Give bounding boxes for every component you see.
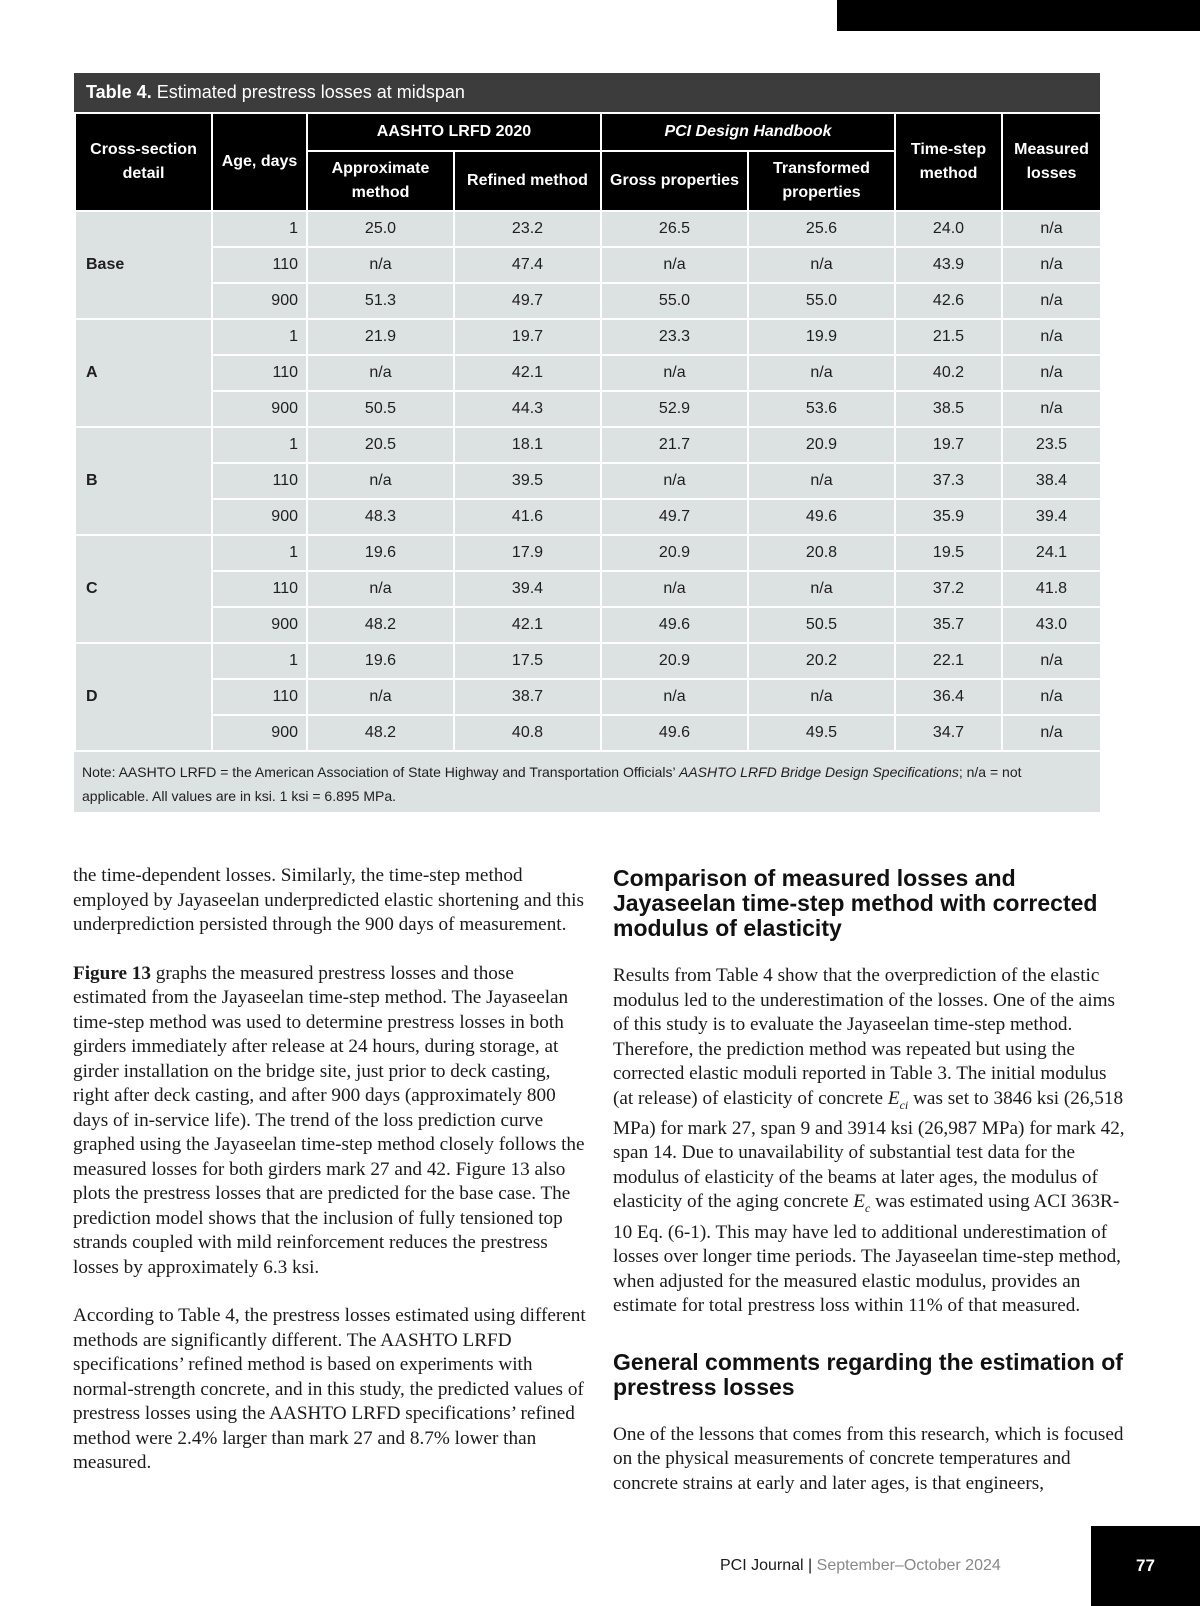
value-cell: 50.5: [748, 607, 895, 643]
prestress-losses-table: [74, 112, 1102, 752]
value-cell: 41.6: [454, 499, 601, 535]
value-cell: 49.5: [748, 715, 895, 751]
value-cell: 43.9: [895, 247, 1002, 283]
table-row: [75, 391, 1101, 427]
table-row: [75, 535, 1101, 571]
table-row: [75, 211, 1101, 247]
left-column: [73, 864, 588, 1476]
age-cell: 110: [212, 679, 307, 715]
note-italic: AASHTO LRFD Bridge Design Specifications: [678, 764, 959, 780]
table-row: [75, 427, 1101, 463]
right-paragraph-1: [613, 964, 1128, 1319]
value-cell: 19.5: [895, 535, 1002, 571]
right-column: [613, 866, 1128, 1496]
value-cell: 49.6: [748, 499, 895, 535]
value-cell: 19.7: [454, 319, 601, 355]
value-cell: 40.2: [895, 355, 1002, 391]
value-cell: n/a: [601, 355, 748, 391]
value-cell: n/a: [601, 247, 748, 283]
value-cell: n/a: [1002, 247, 1101, 283]
footer-text: [720, 1557, 1060, 1575]
table-row: [75, 643, 1101, 679]
value-cell: n/a: [307, 679, 454, 715]
value-cell: 49.7: [454, 283, 601, 319]
age-cell: 1: [212, 427, 307, 463]
value-cell: 40.8: [454, 715, 601, 751]
age-cell: 1: [212, 319, 307, 355]
cross-section-label: D: [75, 643, 212, 751]
value-cell: 42.6: [895, 283, 1002, 319]
section-heading-comparison: Comparison of measured losses and Jayaseelan time-step method with corrected modulus of elasticity: [613, 865, 1098, 941]
value-cell: 19.9: [748, 319, 895, 355]
value-cell: n/a: [307, 463, 454, 499]
symbol-e-ci: E: [887, 1087, 900, 1109]
value-cell: 37.2: [895, 571, 1002, 607]
value-cell: 19.7: [895, 427, 1002, 463]
value-cell: 39.4: [454, 571, 601, 607]
value-cell: n/a: [1002, 283, 1101, 319]
value-cell: n/a: [307, 355, 454, 391]
value-cell: 52.9: [601, 391, 748, 427]
subscript-ci: ci: [899, 1097, 909, 1112]
value-cell: 39.4: [1002, 499, 1101, 535]
right-paragraph-2: One of the lessons that comes from this research, which is focused on the physical measurements of concrete temperatures and concrete strains at early and later ages, is that engineers,: [613, 1423, 1124, 1494]
value-cell: 43.0: [1002, 607, 1101, 643]
value-cell: n/a: [1002, 355, 1101, 391]
page-number: 77: [1091, 1526, 1200, 1606]
symbol-e-c: E: [853, 1191, 866, 1213]
value-cell: 20.9: [748, 427, 895, 463]
table-row: [75, 679, 1101, 715]
value-cell: n/a: [1002, 319, 1101, 355]
age-cell: 110: [212, 247, 307, 283]
right-p1-part-a: Results from Table 4 show that the overprediction of the elastic modulus led to the underestimation of the losses. One of the aims of this study is to evaluate the Jayaseelan time-step method. Therefore, the prediction method was repeated but using the corrected elastic moduli reported in Table 3. The initial modulus (at release) of elasticity of concrete: [613, 965, 1115, 1109]
age-cell: 110: [212, 463, 307, 499]
section-heading-general-comments: General comments regarding the estimation of prestress losses: [613, 1348, 1123, 1400]
footer-separator: |: [808, 1557, 813, 1574]
value-cell: 22.1: [895, 643, 1002, 679]
value-cell: 17.5: [454, 643, 601, 679]
value-cell: 35.9: [895, 499, 1002, 535]
value-cell: 37.3: [895, 463, 1002, 499]
note-post: ; n/a = not applicable. All values are in ksi. 1 ksi = 6.895 MPa.: [82, 764, 1022, 804]
value-cell: n/a: [1002, 211, 1101, 247]
value-cell: n/a: [307, 571, 454, 607]
value-cell: 41.8: [1002, 571, 1101, 607]
value-cell: n/a: [1002, 679, 1101, 715]
value-cell: 47.4: [454, 247, 601, 283]
value-cell: 19.6: [307, 643, 454, 679]
header-measured: Measured losses: [1002, 113, 1101, 211]
header-transformed: Transformed properties: [748, 151, 895, 211]
table-title: [74, 73, 1100, 112]
value-cell: n/a: [601, 463, 748, 499]
table-note: [74, 752, 1100, 812]
value-cell: 42.1: [454, 355, 601, 391]
value-cell: 18.1: [454, 427, 601, 463]
issue-date: September–October 2024: [816, 1557, 1001, 1574]
right-p1-part-b: was set to 3846 ksi (26,518 MPa) for mark 27, span 9 and 3914 ksi (26,987 MPa) for mark 42, span 14. Due to unavailability of substantial test data for the modulus of elasticity of the beams at later ages, the modulus of elasticity of the aging concrete: [613, 1087, 1125, 1213]
value-cell: n/a: [1002, 715, 1101, 751]
left-paragraph-3: According to Table 4, the prestress losses estimated using different methods are significantly different. The AASHTO LRFD specifications’ refined method is based on experiments with normal-strength concrete, and in this study, the predicted values of prestress losses using the AASHTO LRFD specifications’ refined method were 2.4% larger than mark 27 and 8.7% lower than measured.: [73, 1305, 586, 1473]
age-cell: 900: [212, 283, 307, 319]
value-cell: 26.5: [601, 211, 748, 247]
value-cell: 20.9: [601, 643, 748, 679]
value-cell: 38.4: [1002, 463, 1101, 499]
value-cell: 55.0: [748, 283, 895, 319]
table-row: [75, 571, 1101, 607]
value-cell: n/a: [307, 247, 454, 283]
header-aashto-group: AASHTO LRFD 2020: [307, 113, 601, 151]
value-cell: 48.2: [307, 715, 454, 751]
header-approximate: Approximate method: [307, 151, 454, 211]
value-cell: 50.5: [307, 391, 454, 427]
value-cell: 55.0: [601, 283, 748, 319]
subscript-c: c: [865, 1201, 871, 1216]
value-cell: n/a: [601, 679, 748, 715]
age-cell: 900: [212, 499, 307, 535]
table-row: [75, 247, 1101, 283]
cross-section-label: C: [75, 535, 212, 643]
age-cell: 1: [212, 643, 307, 679]
table-row: [75, 283, 1101, 319]
value-cell: 49.6: [601, 607, 748, 643]
table-row: [75, 499, 1101, 535]
value-cell: 21.5: [895, 319, 1002, 355]
value-cell: n/a: [1002, 391, 1101, 427]
top-black-bar: [837, 0, 1200, 31]
left-paragraph-1: the time-dependent losses. Similarly, the time-step method employed by Jayaseelan underpredicted elastic shortening and this underprediction persisted through the 900 days of measurement.: [73, 865, 584, 935]
header-pci-group: PCI Design Handbook: [601, 113, 895, 151]
table-title-text: Estimated prestress losses at midspan: [156, 82, 465, 102]
age-cell: 1: [212, 535, 307, 571]
value-cell: 36.4: [895, 679, 1002, 715]
value-cell: 53.6: [748, 391, 895, 427]
value-cell: 39.5: [454, 463, 601, 499]
value-cell: 38.5: [895, 391, 1002, 427]
value-cell: 20.9: [601, 535, 748, 571]
value-cell: 25.0: [307, 211, 454, 247]
value-cell: 19.6: [307, 535, 454, 571]
header-age: Age, days: [212, 113, 307, 211]
value-cell: 24.0: [895, 211, 1002, 247]
value-cell: 23.5: [1002, 427, 1101, 463]
right-p1-part-c: was estimated using ACI 363R-10 Eq. (6-1). This may have led to additional underestimation of losses over longer time periods. The Jayaseelan time-step method, when adjusted for the measured elastic modulus, provides an estimate for total prestress loss within 11% of that measured.: [613, 1191, 1121, 1317]
value-cell: n/a: [601, 571, 748, 607]
value-cell: 35.7: [895, 607, 1002, 643]
table-body: [75, 211, 1101, 751]
cross-section-label: A: [75, 319, 212, 427]
age-cell: 110: [212, 571, 307, 607]
value-cell: 20.8: [748, 535, 895, 571]
age-cell: 900: [212, 715, 307, 751]
value-cell: n/a: [748, 463, 895, 499]
header-gross: Gross properties: [601, 151, 748, 211]
value-cell: n/a: [1002, 643, 1101, 679]
value-cell: n/a: [748, 679, 895, 715]
value-cell: 48.2: [307, 607, 454, 643]
age-cell: 900: [212, 607, 307, 643]
age-cell: 110: [212, 355, 307, 391]
header-time-step: Time-step method: [895, 113, 1002, 211]
cross-section-label: Base: [75, 211, 212, 319]
value-cell: 20.5: [307, 427, 454, 463]
value-cell: 25.6: [748, 211, 895, 247]
journal-name: PCI Journal: [720, 1557, 804, 1574]
value-cell: 21.7: [601, 427, 748, 463]
table-row: [75, 607, 1101, 643]
table-row: [75, 715, 1101, 751]
value-cell: 48.3: [307, 499, 454, 535]
left-paragraph-2-text: graphs the measured prestress losses and those estimated from the Jayaseelan time-step method. The Jayaseelan time-step method was used to determine prestress losses in both girders immediately after release at 24 hours, during storage, at girder installation on the bridge site, just prior to deck casting, right after deck casting, and after 900 days (approximately 800 days of in-service life). The trend of the loss prediction curve graphed using the Jayaseelan time-step method closely follows the measured losses for both girders mark 27 and 42. Figure 13 also plots the prestress losses that are predicted for the base case. The prediction model shows that the inclusion of fully tensioned top strands coupled with mild reinforcement reduces the prestress losses by approximately 6.3 ksi.: [73, 962, 585, 1278]
value-cell: 17.9: [454, 535, 601, 571]
value-cell: 42.1: [454, 607, 601, 643]
value-cell: n/a: [748, 571, 895, 607]
header-cross-section: Cross-section detail: [75, 113, 212, 211]
value-cell: 24.1: [1002, 535, 1101, 571]
value-cell: 23.3: [601, 319, 748, 355]
left-paragraph-2: [73, 962, 588, 1281]
age-cell: 1: [212, 211, 307, 247]
value-cell: 21.9: [307, 319, 454, 355]
value-cell: 44.3: [454, 391, 601, 427]
cross-section-label: B: [75, 427, 212, 535]
value-cell: 23.2: [454, 211, 601, 247]
age-cell: 900: [212, 391, 307, 427]
value-cell: 49.7: [601, 499, 748, 535]
value-cell: 49.6: [601, 715, 748, 751]
note-pre: Note: AASHTO LRFD = the American Association of State Highway and Transportation Officials’: [82, 764, 679, 780]
figure-13-ref: Figure 13: [73, 962, 151, 984]
table-row: [75, 355, 1101, 391]
value-cell: 34.7: [895, 715, 1002, 751]
value-cell: 51.3: [307, 283, 454, 319]
value-cell: 38.7: [454, 679, 601, 715]
value-cell: n/a: [748, 247, 895, 283]
header-refined: Refined method: [454, 151, 601, 211]
table-row: [75, 463, 1101, 499]
table-title-label: Table 4.: [86, 82, 152, 102]
value-cell: 20.2: [748, 643, 895, 679]
table-4: [74, 73, 1100, 812]
value-cell: n/a: [748, 355, 895, 391]
table-row: [75, 319, 1101, 355]
